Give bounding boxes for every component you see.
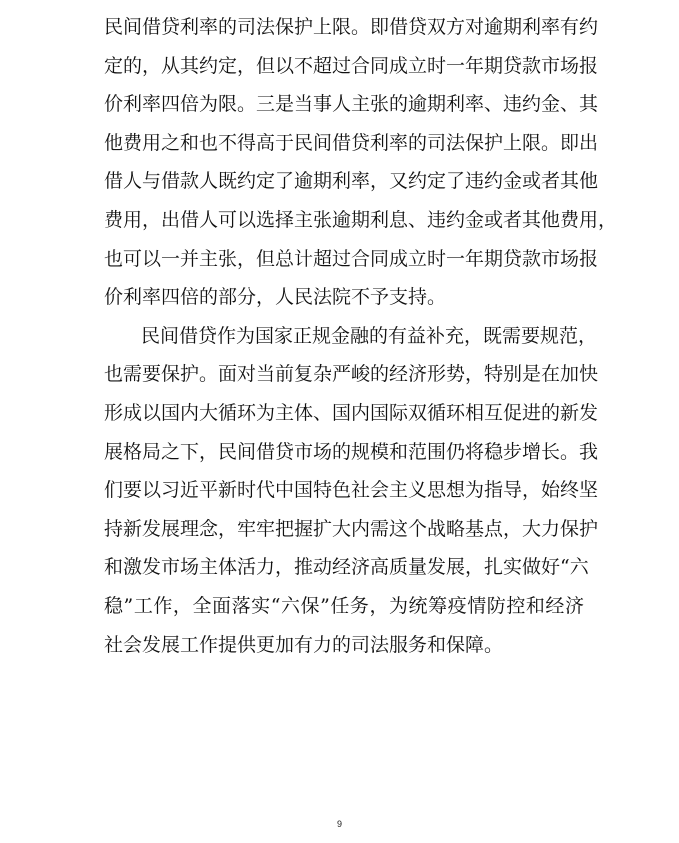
paragraph-line: 价利率四倍的部分，人民法院不予支持。	[104, 286, 447, 309]
paragraph-line: 稳”工作，全面落实“六保”任务，为统筹疫情防控和经济	[104, 594, 584, 617]
paragraph-2	[104, 317, 599, 664]
paragraph-line: 形成以国内大循环为主体、国内国际双循环相互促进的新发	[104, 401, 599, 424]
paragraph-line: 定的，从其约定，但以不超过合同成立时一年期贷款市场报	[104, 54, 599, 77]
paragraph-line: 展格局之下，民间借贷市场的规模和范围仍将稳步增长。我	[104, 440, 599, 463]
page-number: 9	[336, 819, 342, 829]
paragraph-1	[104, 8, 618, 317]
paragraph-line: 和激发市场主体活力，推动经济高质量发展，扎实做好“六	[104, 556, 589, 579]
paragraph-line: 民间借贷利率的司法保护上限。即借贷双方对逾期利率有约	[104, 16, 599, 38]
paragraph-line: 社会发展工作提供更加有力的司法服务和保障。	[104, 633, 504, 656]
paragraph-line: 也可以一并主张，但总计超过合同成立时一年期贷款市场报	[104, 247, 599, 270]
paragraph-line: 们要以习近平新时代中国特色社会主义思想为指导，始终坚	[104, 479, 599, 502]
paragraph-line: 也需要保护。面对当前复杂严峻的经济形势，特别是在加快	[104, 363, 599, 386]
body-text	[104, 8, 618, 664]
paragraph-line: 持新发展理念，牢牢把握扩大内需这个战略基点，大力保护	[104, 517, 599, 540]
paragraph-line: 他费用之和也不得高于民间借贷利率的司法保护上限。即出	[104, 131, 599, 154]
paragraph-line: 民间借贷作为国家正规金融的有益补充，既需要规范，	[141, 324, 598, 347]
paragraph-line: 价利率四倍为限。三是当事人主张的逾期利率、违约金、其	[104, 93, 599, 116]
paragraph-line: 费用，出借人可以选择主张逾期利息、违约金或者其他费用，	[104, 208, 618, 231]
paragraph-line: 借人与借款人既约定了逾期利率，又约定了违约金或者其他	[104, 170, 599, 193]
